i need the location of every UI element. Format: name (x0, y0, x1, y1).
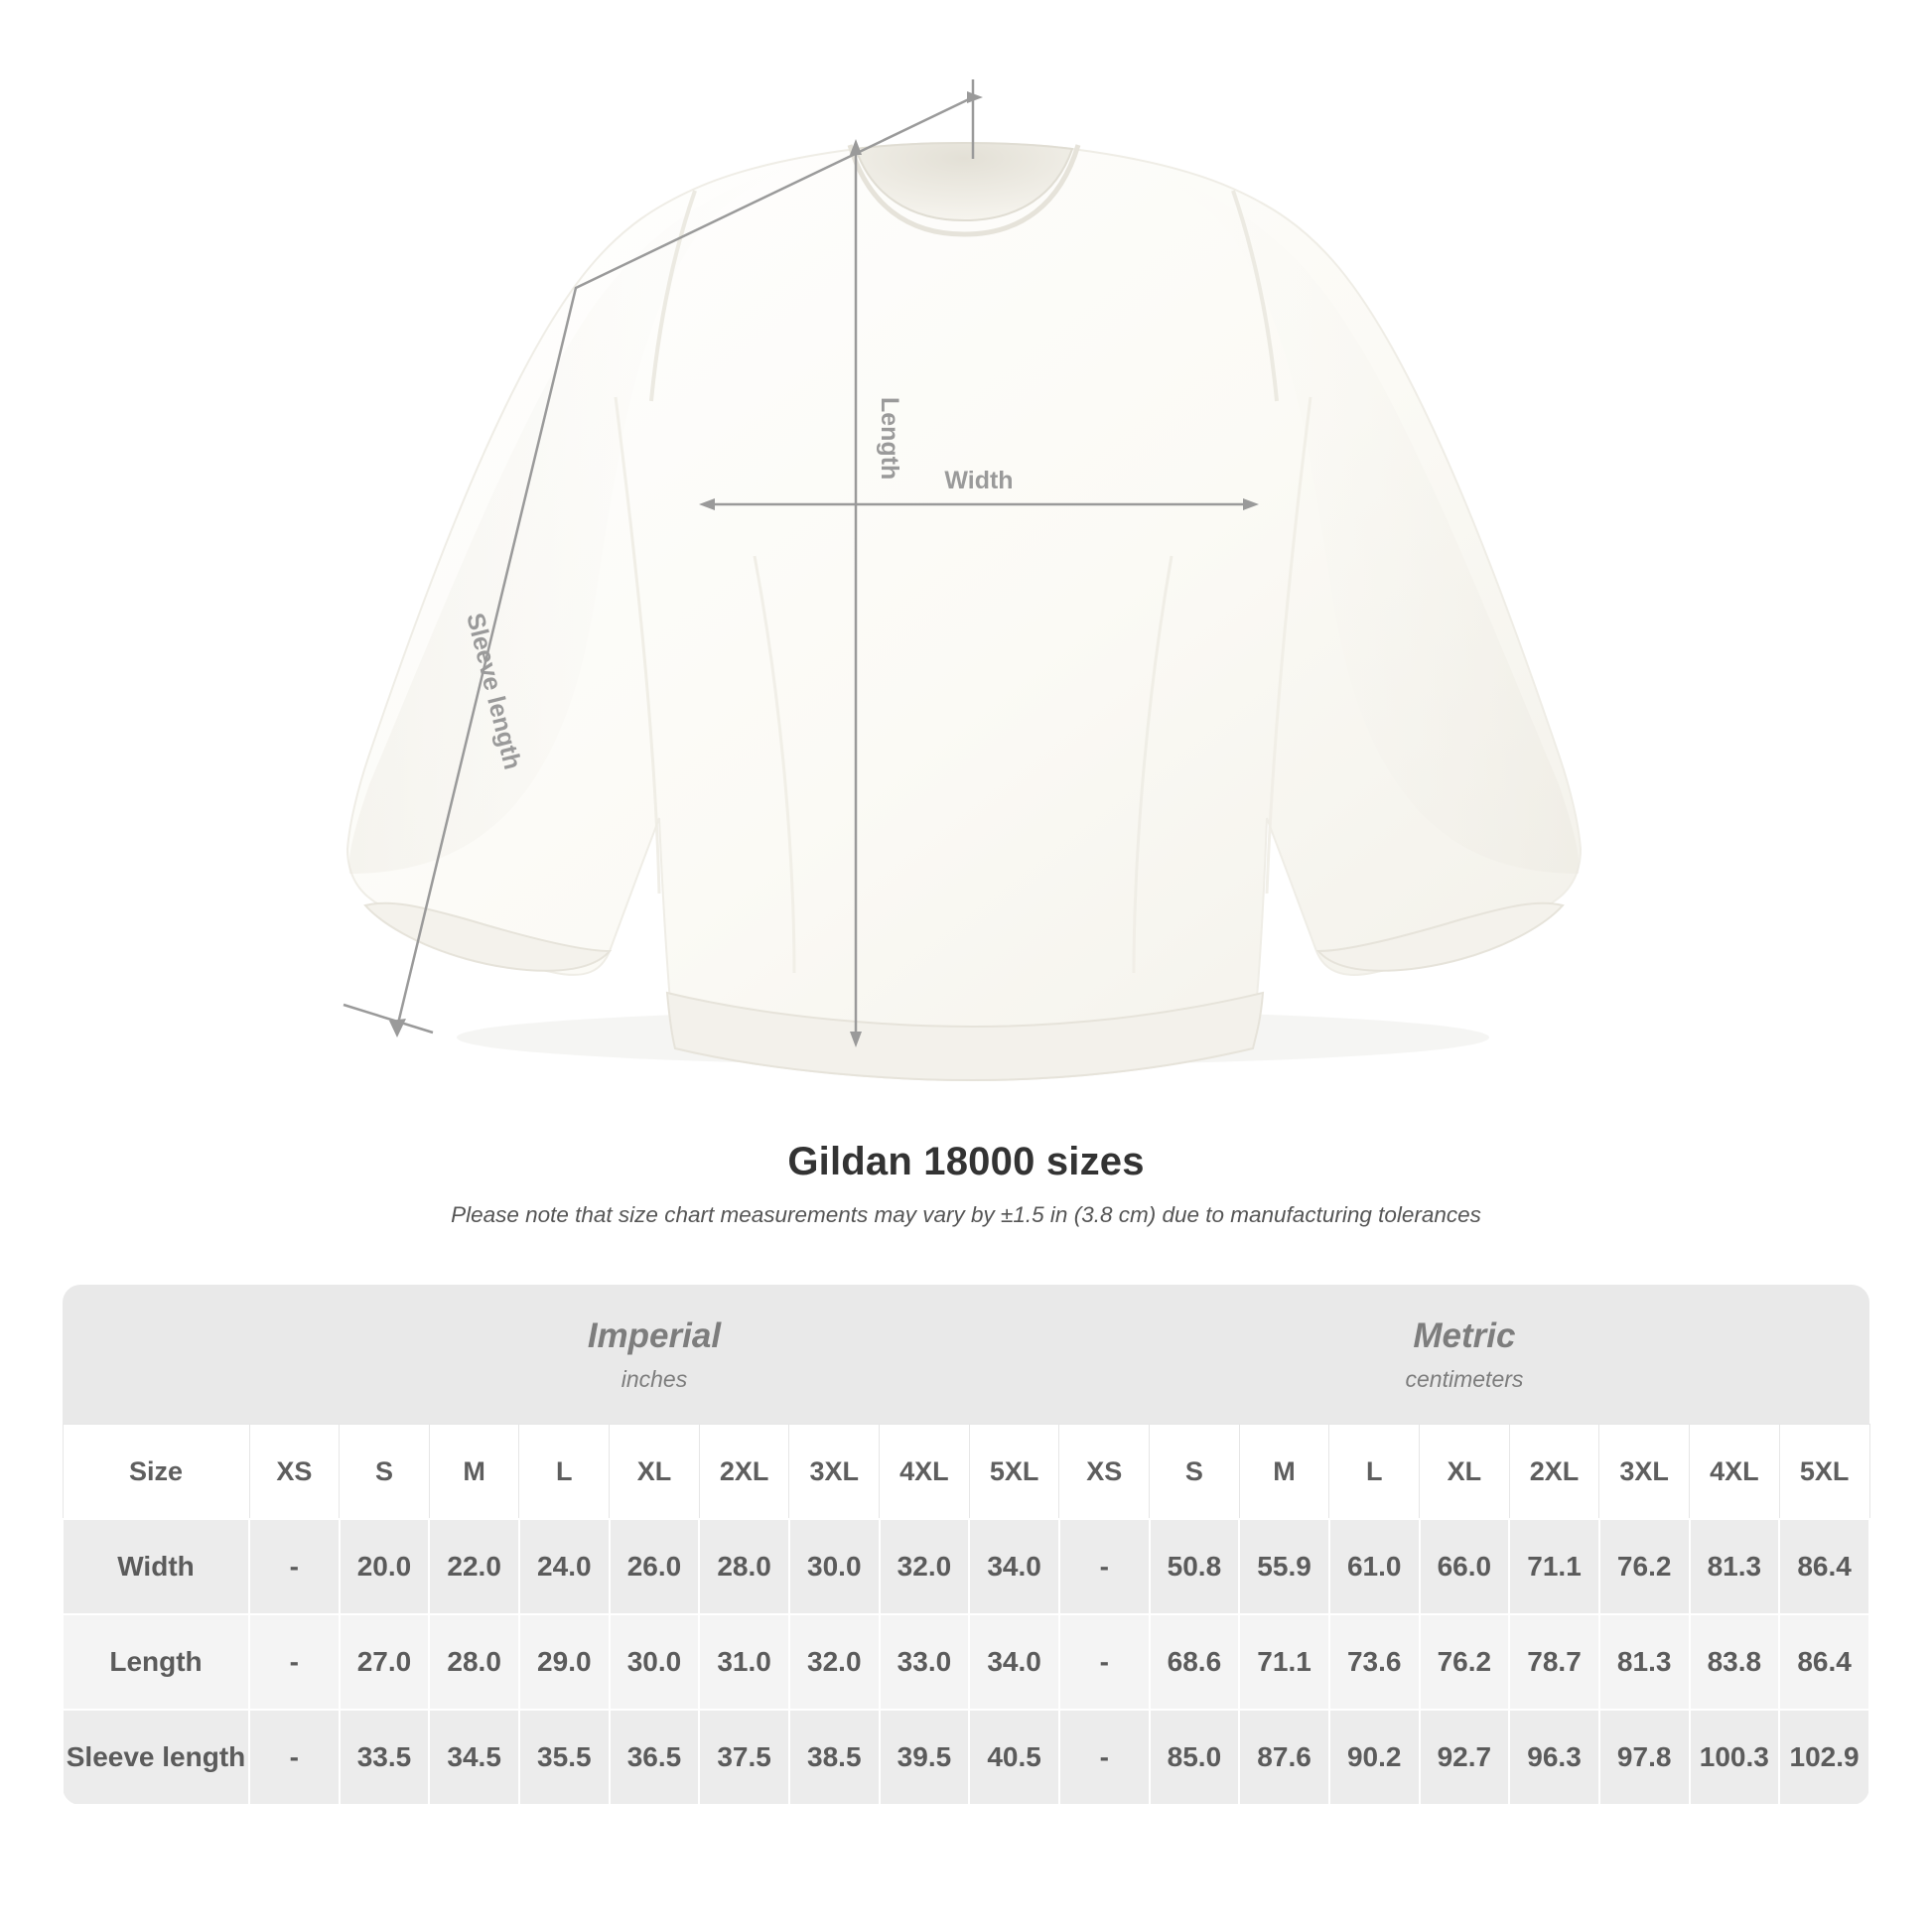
table-cell: 86.4 (1779, 1519, 1869, 1614)
size-col-header: L (1329, 1425, 1420, 1520)
table-cell: 97.8 (1599, 1710, 1690, 1805)
table-cell: 32.0 (880, 1519, 970, 1614)
table-cell: 32.0 (789, 1614, 880, 1710)
size-col-header: 5XL (1779, 1425, 1869, 1520)
table-cell: - (1059, 1519, 1150, 1614)
table-cell: 90.2 (1329, 1710, 1420, 1805)
table-cell: 34.0 (969, 1519, 1059, 1614)
row-label: Sleeve length (63, 1710, 249, 1805)
table-cell: 61.0 (1329, 1519, 1420, 1614)
size-col-header: XL (610, 1425, 700, 1520)
unit-group-metric (1059, 1285, 1869, 1425)
length-label: Length (876, 397, 903, 481)
row-label: Width (63, 1519, 249, 1614)
table-cell: - (249, 1614, 340, 1710)
sleeve-length-label: Sleeve length (461, 610, 527, 772)
table-cell: 36.5 (610, 1710, 700, 1805)
size-col-header: 4XL (880, 1425, 970, 1520)
table-cell: 92.7 (1420, 1710, 1510, 1805)
table-row (63, 1710, 1869, 1805)
size-col-header: XL (1420, 1425, 1510, 1520)
unit-group-imperial-name: Imperial (587, 1315, 722, 1355)
table-cell: 26.0 (610, 1519, 700, 1614)
table-cell: 87.6 (1239, 1710, 1329, 1805)
table-cell: 30.0 (610, 1614, 700, 1710)
table-cell: 34.5 (429, 1710, 519, 1805)
table-cell: 102.9 (1779, 1710, 1869, 1805)
size-col-header: 5XL (969, 1425, 1059, 1520)
size-chart-table-wrap (62, 1285, 1870, 1806)
table-cell: 29.0 (519, 1614, 610, 1710)
table-cell: 85.0 (1150, 1710, 1240, 1805)
size-col-header: XS (1059, 1425, 1150, 1520)
table-cell: 34.0 (969, 1614, 1059, 1710)
size-col-header: 2XL (1509, 1425, 1599, 1520)
unit-group-metric-name: Metric (1413, 1315, 1516, 1355)
table-cell: 33.5 (340, 1710, 430, 1805)
size-col-header: 3XL (1599, 1425, 1690, 1520)
table-cell: 83.8 (1690, 1614, 1780, 1710)
table-cell: 55.9 (1239, 1519, 1329, 1614)
title-block (0, 1140, 1932, 1228)
size-header-row (63, 1425, 1869, 1520)
table-cell: 28.0 (699, 1519, 789, 1614)
tolerance-note: Please note that size chart measurements may vary by ±1.5 in (3.8 cm) due to manufacturing tolerances (451, 1202, 1481, 1227)
table-cell: 76.2 (1599, 1519, 1690, 1614)
size-col-header: S (1150, 1425, 1240, 1520)
table-cell: 86.4 (1779, 1614, 1869, 1710)
table-cell: - (1059, 1614, 1150, 1710)
table-cell: 100.3 (1690, 1710, 1780, 1805)
unit-group-imperial-sub: inches (621, 1365, 688, 1392)
table-cell: 39.5 (880, 1710, 970, 1805)
table-cell: 76.2 (1420, 1614, 1510, 1710)
size-col-header: 4XL (1690, 1425, 1780, 1520)
sweatshirt-shape (347, 143, 1581, 1080)
size-col-header: XS (249, 1425, 340, 1520)
table-cell: 24.0 (519, 1519, 610, 1614)
table-cell: 38.5 (789, 1710, 880, 1805)
table-row (63, 1519, 1869, 1614)
unit-group-imperial (249, 1285, 1059, 1425)
table-cell: 31.0 (699, 1614, 789, 1710)
table-cell: 35.5 (519, 1710, 610, 1805)
unit-corner-cell (63, 1285, 249, 1425)
size-col-header: S (340, 1425, 430, 1520)
size-label-cell: Size (63, 1425, 249, 1520)
table-cell: - (249, 1519, 340, 1614)
table-cell: 96.3 (1509, 1710, 1599, 1805)
table-cell: 22.0 (429, 1519, 519, 1614)
table-cell: 33.0 (880, 1614, 970, 1710)
table-cell: 50.8 (1150, 1519, 1240, 1614)
size-col-header: 2XL (699, 1425, 789, 1520)
table-cell: 30.0 (789, 1519, 880, 1614)
size-col-header: L (519, 1425, 610, 1520)
table-cell: 68.6 (1150, 1614, 1240, 1710)
table-cell: 20.0 (340, 1519, 430, 1614)
table-cell: 81.3 (1690, 1519, 1780, 1614)
table-cell: 71.1 (1239, 1614, 1329, 1710)
table-cell: 28.0 (429, 1614, 519, 1710)
size-chart-table (62, 1285, 1870, 1806)
table-cell: 81.3 (1599, 1614, 1690, 1710)
width-label: Width (944, 467, 1014, 494)
table-cell: 66.0 (1420, 1519, 1510, 1614)
page-title: Gildan 18000 sizes (787, 1140, 1145, 1183)
unit-group-metric-sub: centimeters (1405, 1365, 1524, 1392)
table-cell: 78.7 (1509, 1614, 1599, 1710)
size-col-header: 3XL (789, 1425, 880, 1520)
table-row (63, 1614, 1869, 1710)
table-cell: 27.0 (340, 1614, 430, 1710)
table-cell: 73.6 (1329, 1614, 1420, 1710)
table-cell: - (1059, 1710, 1150, 1805)
unit-header-row (63, 1285, 1869, 1425)
size-col-header: M (1239, 1425, 1329, 1520)
table-cell: 71.1 (1509, 1519, 1599, 1614)
table-cell: - (249, 1710, 340, 1805)
table-cell: 37.5 (699, 1710, 789, 1805)
row-label: Length (63, 1614, 249, 1710)
size-col-header: M (429, 1425, 519, 1520)
table-cell: 40.5 (969, 1710, 1059, 1805)
